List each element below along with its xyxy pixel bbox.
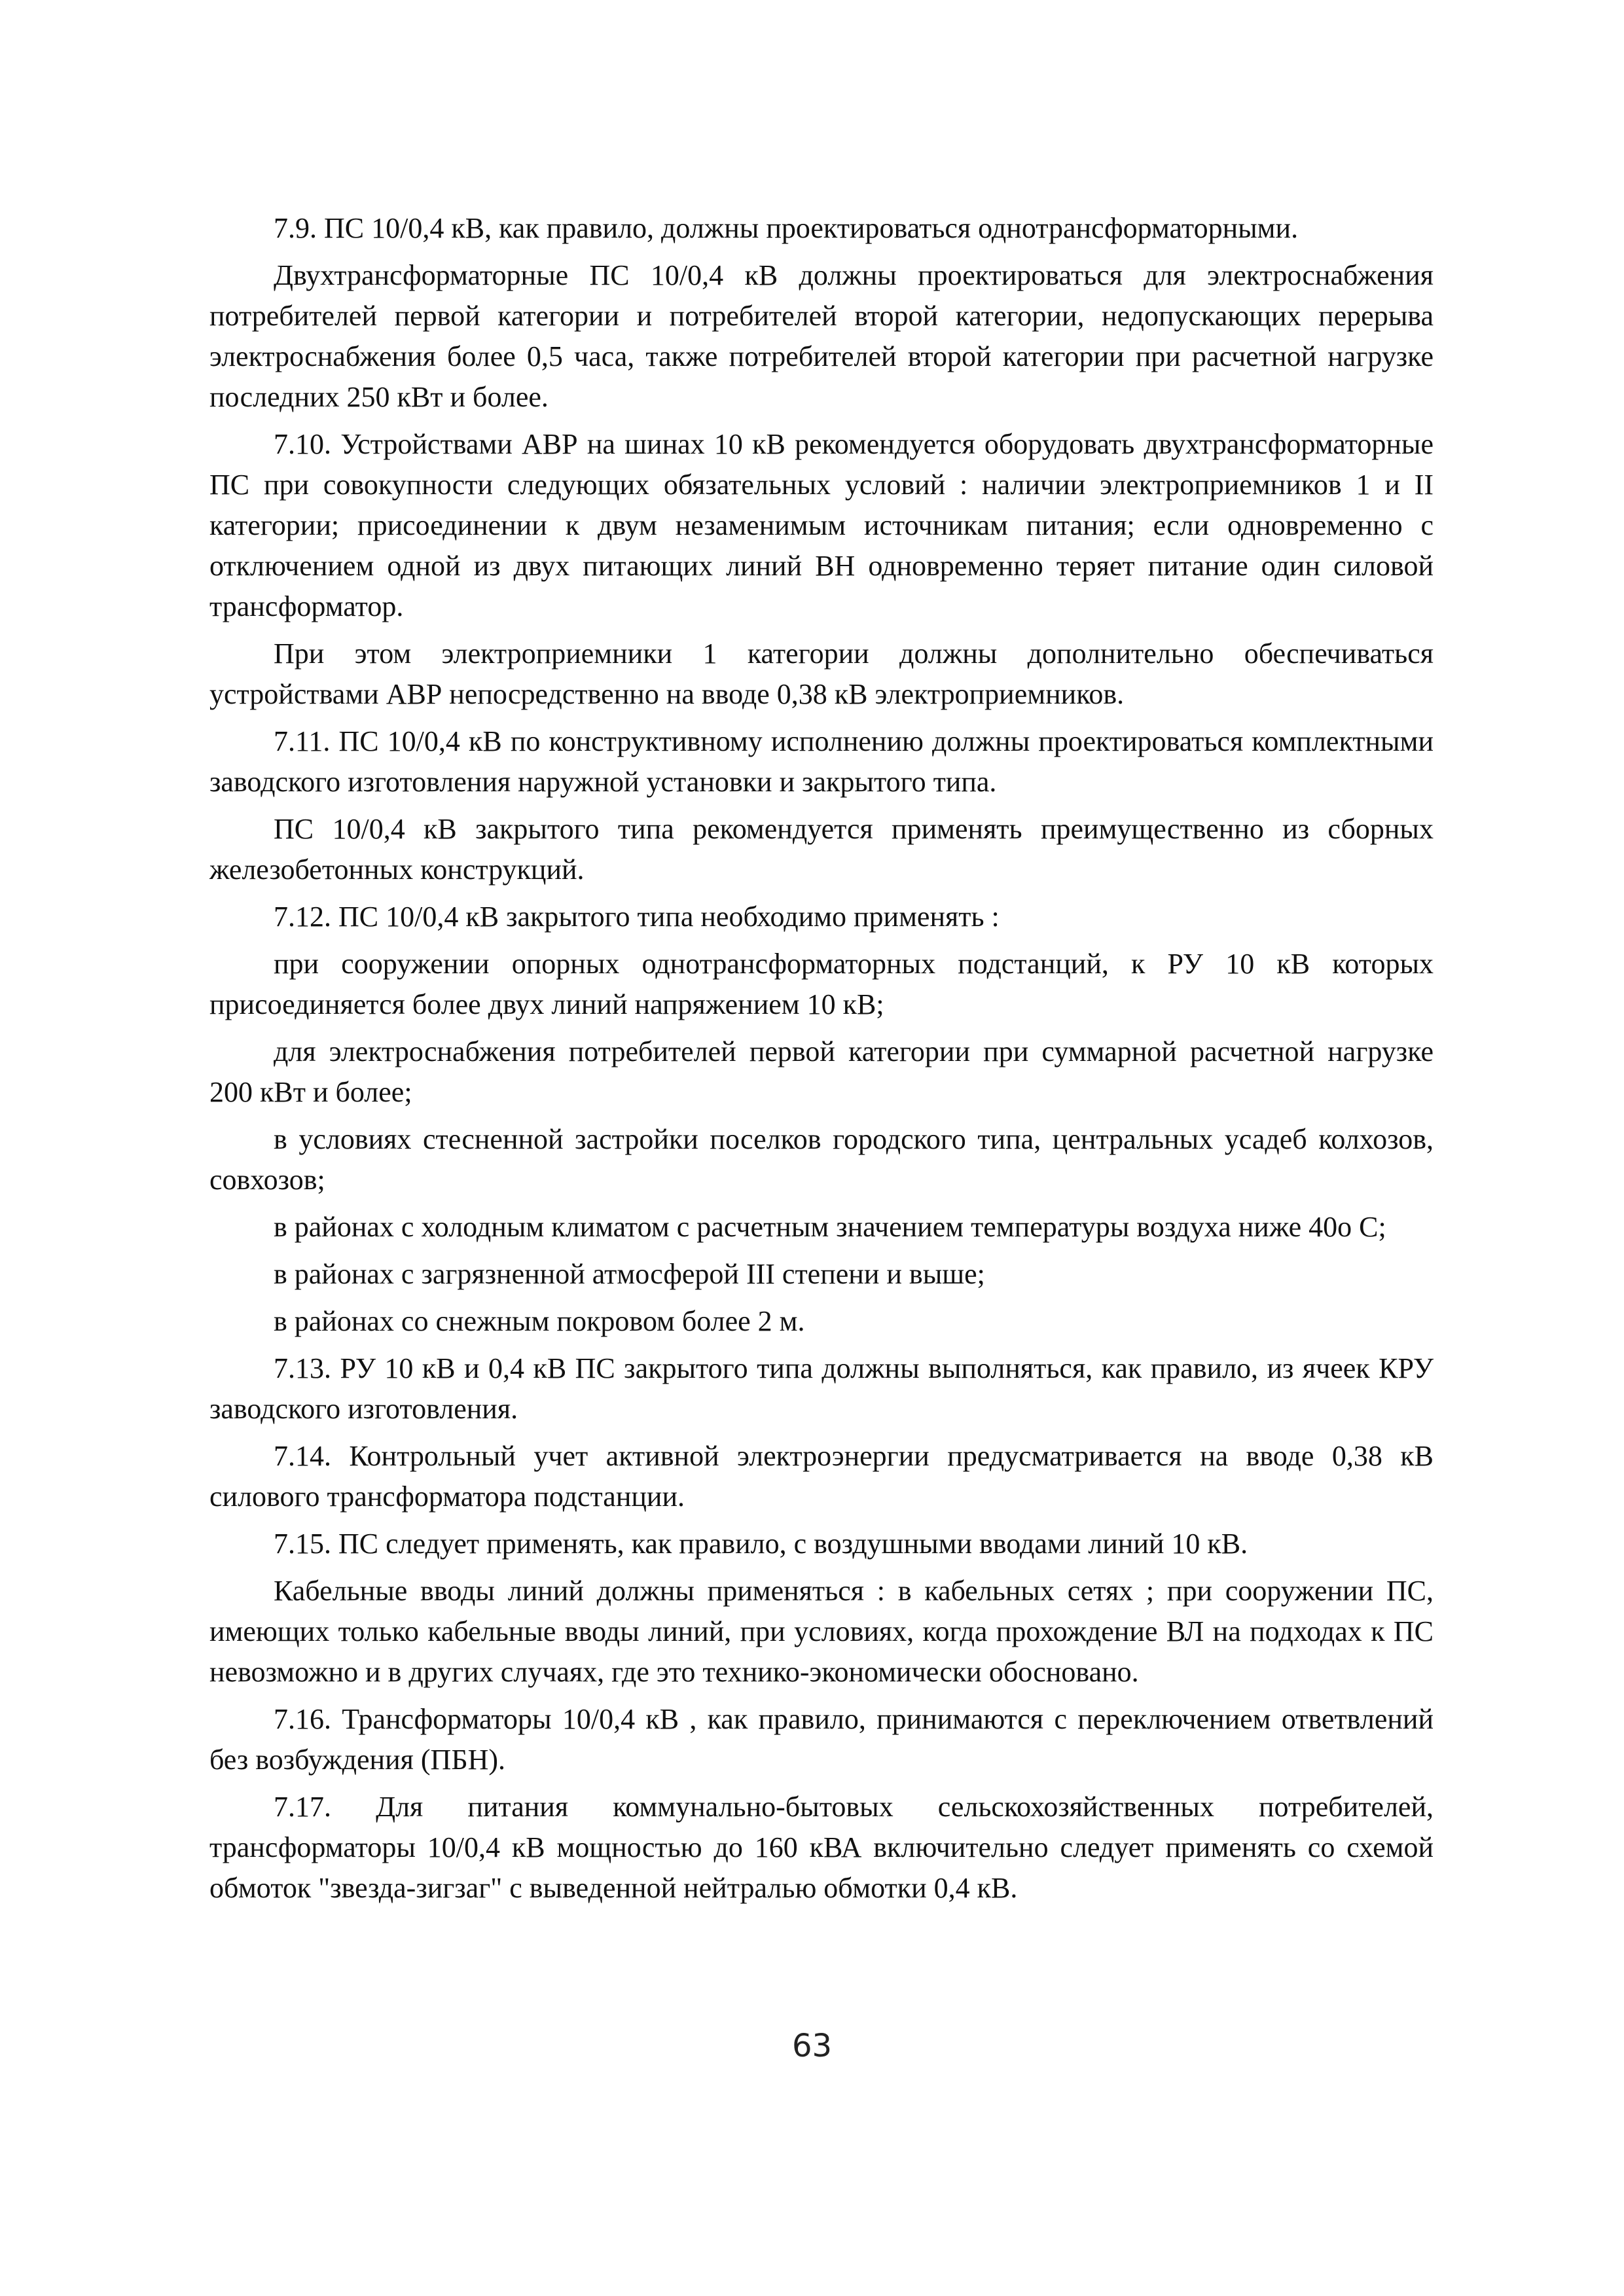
paragraph-7-14: 7.14. Контрольный учет активной электроэнергии предусматривается на вводе 0,38 кВ силового трансформатора подстанции. — [209, 1440, 1434, 1513]
paragraph-7-13: 7.13. РУ 10 кВ и 0,4 кВ ПС закрытого типа должны выполняться, как правило, из ячеек КРУ заводского изготовления. — [209, 1352, 1434, 1425]
list-item-first-category: для электроснабжения потребителей первой категории при суммарной расчетной нагрузке 200 кВт и более; — [209, 1035, 1434, 1108]
list-item-cold-climate: в районах с холодным климатом с расчетным значением температуры воздуха ниже 40о С; — [274, 1211, 1386, 1243]
list-item-cramped-development: в условиях стесненной застройки поселков городского типа, центральных усадеб колхозов, совхозов; — [209, 1123, 1434, 1196]
list-item-snow-cover: в районах со снежным покровом более 2 м. — [274, 1305, 805, 1337]
paragraph-7-16: 7.16. Трансформаторы 10/0,4 кВ , как правило, принимаются с переключением ответвлений без возбуждения (ПБН). — [209, 1703, 1434, 1776]
paragraph-7-10: 7.10. Устройствами АВР на шинах 10 кВ рекомендуется оборудовать двухтрансформаторные ПС при совокупности следующих обязательных условий : наличии электроприемников 1 и II категории; присоединении к двум незаменимым источникам питания; если одновременно с отключением одной из двух питающих линий ВН одновременно теряет питание один силовой трансформатор. — [209, 428, 1434, 622]
document-page — [209, 208, 1434, 1915]
list-item-support-substations: при сооружении опорных однотрансформаторных подстанций, к РУ 10 кВ которых присоединяется более двух линий напряжением 10 кВ; — [209, 948, 1434, 1020]
page-number: 63 — [791, 2028, 833, 2064]
paragraph-two-transformer: Двухтрансформаторные ПС 10/0,4 кВ должны проектироваться для электроснабжения потребителей первой категории и потребителей второй категории, недопускающих перерыва электроснабжения более 0,5 часа, также потребителей второй категории при расчетной нагрузке последних 250 кВт и более. — [209, 259, 1434, 413]
paragraph-7-9: 7.9. ПС 10/0,4 кВ, как правило, должны проектироваться однотрансформаторными. — [274, 212, 1299, 244]
paragraph-cable-inputs: Кабельные вводы линий должны применяться : в кабельных сетях ; при сооружении ПС, имеющих только кабельные вводы линий, при условиях, когда прохождение ВЛ на подходах к ПС невозможно и в других случаях, где это технико-экономически обосновано. — [209, 1575, 1434, 1688]
paragraph-category-1-avr: При этом электроприемники 1 категории должны дополнительно обеспечиваться устройствами АВР непосредственно на вводе 0,38 кВ электроприемников. — [209, 637, 1434, 710]
paragraph-7-11: 7.11. ПС 10/0,4 кВ по конструктивному исполнению должны проектироваться комплектными заводского изготовления наружной установки и закрытого типа. — [209, 725, 1434, 798]
paragraph-7-17: 7.17. Для питания коммунально-бытовых сельскохозяйственных потребителей, трансформаторы 10/0,4 кВ мощностью до 160 кВА включительно следует применять со схемой обмоток "звезда-зигзаг" с выведенной нейтралью обмотки 0,4 кВ. — [209, 1791, 1434, 1904]
list-item-polluted-atmosphere: в районах с загрязненной атмосферой III степени и выше; — [274, 1258, 985, 1290]
paragraph-7-15: 7.15. ПС следует применять, как правило, с воздушными вводами линий 10 кВ. — [274, 1528, 1248, 1560]
paragraph-7-12: 7.12. ПС 10/0,4 кВ закрытого типа необходимо применять : — [274, 901, 1000, 933]
paragraph-closed-type-prefab: ПС 10/0,4 кВ закрытого типа рекомендуется применять преимущественно из сборных железобетонных конструкций. — [209, 813, 1434, 886]
